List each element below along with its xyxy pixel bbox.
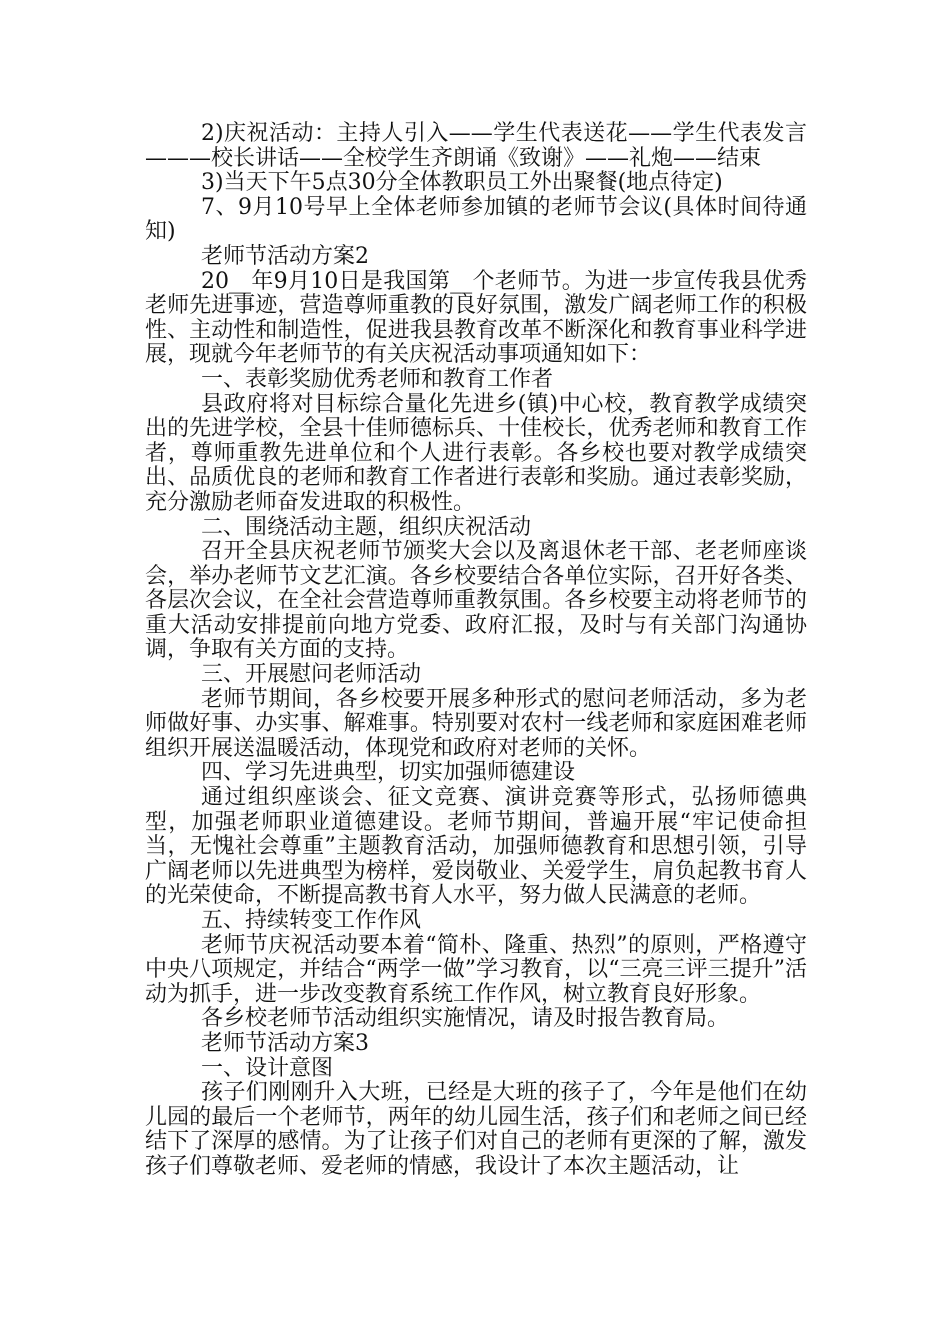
paragraph-town-meeting: 7、9月10号早上全体老师参加镇的老师节会议(具体时间待通知) bbox=[145, 194, 807, 245]
heading-design-intent: 一、设计意图 bbox=[201, 1055, 334, 1081]
paragraph-organize-celebration: 召开全县庆祝老师节颁奖大会以及离退休老干部、老老师座谈会，举办老师节文艺汇演。各乡校要结合各单位实际，召开好各类、各层次会议，在全社会营造尊师重教氛围。各乡校要主动将老师节的重大活动安排提前向地方党委、政府汇报，及时与有关部门沟通协调，争取有关方面的支持。 bbox=[145, 539, 807, 663]
heading-commend-teachers: 一、表彰奖励优秀老师和教育工作者 bbox=[201, 366, 554, 392]
heading-work-style: 五、持续转变工作作风 bbox=[201, 908, 422, 933]
paragraph-teacher-ethics: 通过组织座谈会、征文竞赛、演讲竞赛等形式，弘扬师德典型，加强老师职业道德建设。老师节期间，普遍开展“牢记使命担当，无愧社会尊重”主题教育活动，加强师德教育和思想引领，引导广阔老师以先进典型为榜样，爱岗敬业、关爱学生，肩负起教书育人的光荣使命，不断提高教书育人水平，努力做人民满意的老师。 bbox=[145, 785, 807, 909]
paragraph-plan-2-intro: 20__年9月10日是我国第__个老师节。为进一步宣传我县优秀老师先进事迹，营造尊师重教的良好氛围，激发广阔老师工作的积极性、主动性和制造性，促进我县教育改革不断深化和教育事业科学进展，现就今年老师节的有关庆祝活动事项通知如下： bbox=[145, 268, 807, 368]
paragraph-work-style: 老师节庆祝活动要本着“简朴、隆重、热烈”的原则，严格遵守中央八项规定，并结合“两学一做”学习教育，以“三亮三评三提升”活动为抓手，进一步改变教育系统工作作风，树立教育良好形象。 bbox=[145, 932, 807, 1007]
paragraph-visit-teachers: 老师节期间，各乡校要开展多种形式的慰问老师活动，多为老师做好事、办实事、解难事。特别要对农村一线老师和家庭困难老师组织开展送温暖活动，体现党和政府对老师的关怀。 bbox=[145, 686, 807, 761]
heading-organize-celebration: 二、围绕活动主题，组织庆祝活动 bbox=[201, 514, 532, 540]
heading-visit-teachers: 三、开展慰问老师活动 bbox=[201, 662, 422, 688]
paragraph-commend-teachers: 县政府将对目标综合量化先进乡(镇)中心校，教育教学成绩突出的先进学校，全县十佳师德标兵、十佳校长，优秀老师和教育工作者，尊师重教先进单位和个人进行表彰。各乡校也要对教学成绩突出、品质优良的老师和教育工作者进行表彰和奖励。通过表彰奖励，充分激励老师奋发进取的积极性。 bbox=[145, 391, 807, 515]
section-title-plan-2: 老师节活动方案2 bbox=[201, 243, 369, 269]
paragraph-design-intent: 孩子们刚刚升入大班，已经是大班的孩子了，今年是他们在幼儿园的最后一个老师节，两年的幼儿园生活，孩子们和老师之间已经结下了深厚的感情。为了让孩子们对自己的老师有更深的了解，激发孩子们尊敬老师、爱老师的情感，我设计了本次主题活动，让 bbox=[145, 1080, 807, 1179]
heading-teacher-ethics: 四、学习先进典型，切实加强师德建设 bbox=[201, 760, 576, 786]
document-page bbox=[145, 122, 807, 1180]
paragraph-report-bureau: 各乡校老师节活动组织实施情况，请及时报告教育局。 bbox=[201, 1006, 730, 1032]
paragraph-staff-dinner: 3)当天下午5点30分全体教职员工外出聚餐(地点待定) bbox=[201, 170, 723, 196]
section-title-plan-3: 老师节活动方案3 bbox=[201, 1030, 369, 1056]
paragraph-celebration-activity: 2)庆祝活动：主持人引入——学生代表送花——学生代表发言———校长讲话——全校学生齐朗诵《致谢》——礼炮——结束 bbox=[145, 121, 807, 171]
